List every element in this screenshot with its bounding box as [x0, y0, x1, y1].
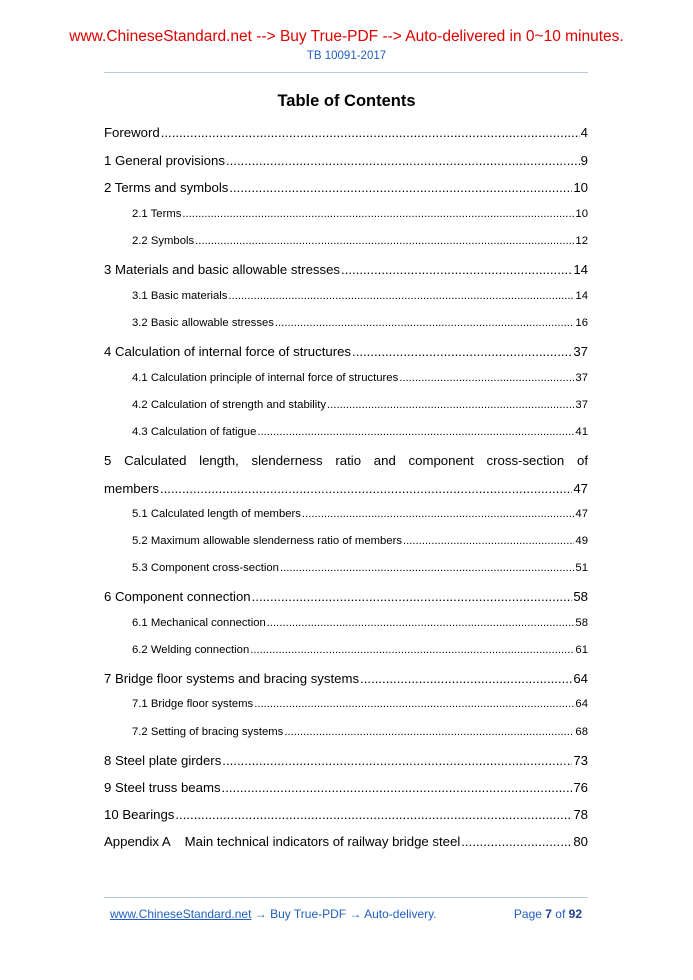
leader-dots [222, 753, 572, 768]
toc-entry-section-5-2[interactable] [132, 535, 588, 547]
toc-entry-section-2-1[interactable] [132, 208, 588, 220]
standard-code: TB 10091-2017 [306, 50, 387, 62]
toc-entry-page: 47 [575, 508, 588, 520]
toc-entry-page: 12 [575, 235, 588, 247]
leader-dots [228, 290, 574, 302]
total-pages: 92 [568, 907, 582, 921]
toc-entry-chapter-2[interactable] [104, 180, 588, 195]
toc-entry-page: 47 [573, 481, 588, 496]
page-of: of [551, 907, 569, 921]
toc-entry-section-5-3[interactable] [132, 562, 588, 574]
toc-word: length, [199, 453, 239, 468]
footer-site-link[interactable]: www.ChineseStandard.net [110, 907, 252, 921]
toc-entry-section-3-1[interactable] [132, 290, 588, 302]
leader-dots [352, 344, 572, 359]
toc-entry-chapter-10[interactable] [104, 807, 588, 822]
leader-dots [195, 235, 574, 247]
leader-dots [302, 508, 575, 520]
toc-entry-chapter-4[interactable] [104, 344, 588, 359]
toc-entry-page: 58 [573, 589, 588, 604]
toc-entry-label: 10 Bearings [104, 807, 175, 822]
toc-entry-section-7-2[interactable] [132, 726, 588, 738]
toc-entry-chapter-1[interactable] [104, 153, 588, 168]
toc-entry-page: 14 [575, 290, 588, 302]
toc-entry-label: 4 Calculation of internal force of structures [104, 344, 352, 359]
footer-buy-text: → Buy True-PDF → Auto-delivery. [251, 907, 437, 921]
toc-entry-section-6-1[interactable] [132, 617, 588, 629]
header-divider [104, 72, 588, 73]
leader-dots [267, 617, 575, 629]
toc-entry-label: 7 Bridge floor systems and bracing systems [104, 671, 360, 686]
toc-entry-label: 2 Terms and symbols [104, 180, 229, 195]
leader-dots [360, 671, 572, 686]
toc-entry-label: Foreword [104, 125, 160, 140]
toc-entry-page: 41 [575, 426, 588, 438]
toc-entry-label: 4.1 Calculation principle of internal force of structures [132, 372, 399, 384]
toc-entry-chapter-9[interactable] [104, 780, 588, 795]
toc-entry-label: 1 General provisions [104, 153, 225, 168]
toc-entry-page: 51 [575, 562, 588, 574]
toc-entry-page: 80 [573, 834, 588, 849]
toc-entry-chapter-5-line-2[interactable] [104, 481, 588, 496]
toc-word: component [408, 453, 474, 468]
leader-dots [252, 589, 573, 604]
toc-word: and [373, 453, 396, 468]
toc-entry-page: 4 [580, 125, 588, 140]
toc-entry-page: 64 [575, 698, 588, 710]
toc-entry-section-4-2[interactable] [132, 399, 588, 411]
leader-dots [341, 262, 572, 277]
toc-word: of [576, 453, 588, 468]
leader-dots [461, 834, 572, 849]
leader-dots [160, 481, 572, 496]
toc-entry-label: 4.2 Calculation of strength and stability [132, 399, 327, 411]
toc-entry-label: 2.1 Terms [132, 208, 182, 220]
toc-entry-label: 3.2 Basic allowable stresses [132, 317, 274, 329]
toc-entry-page: 76 [573, 780, 588, 795]
toc-entry-label: 3 Materials and basic allowable stresses [104, 262, 341, 277]
toc-entry-appendix-a[interactable] [104, 834, 588, 849]
toc-word: Calculated [124, 453, 187, 468]
toc-entry-page: 37 [573, 344, 588, 359]
toc-entry-section-3-2[interactable] [132, 317, 588, 329]
footer-divider [104, 897, 588, 898]
page-indicator [514, 907, 582, 921]
toc-entry-page: 58 [575, 617, 588, 629]
promo-banner[interactable]: www.ChineseStandard.net --> Buy True-PDF --> Auto-delivered in 0~10 minutes. [69, 28, 624, 45]
toc-entry-page: 37 [575, 399, 588, 411]
toc-entry-label: 7.1 Bridge floor systems [132, 698, 254, 710]
toc-word: cross-section [486, 453, 565, 468]
toc-entry-label: 2.2 Symbols [132, 235, 195, 247]
leader-dots [257, 426, 574, 438]
toc-entry-section-6-2[interactable] [132, 644, 588, 656]
toc-entry-page: 10 [575, 208, 588, 220]
toc-entry-chapter-5-line-1[interactable] [104, 453, 588, 468]
toc-entry-label: 6 Component connection [104, 589, 251, 604]
toc-entry-label: 5.3 Component cross-section [132, 562, 279, 574]
toc-entry-section-2-2[interactable] [132, 235, 588, 247]
toc-entry-label: 9 Steel truss beams [104, 780, 221, 795]
toc-entry-page: 49 [575, 535, 588, 547]
toc-entry-label: 5.1 Calculated length of members [132, 508, 301, 520]
leader-dots [284, 726, 574, 738]
toc-word: ratio [335, 453, 362, 468]
leader-dots [250, 644, 574, 656]
leader-dots [280, 562, 574, 574]
toc-entry-page: 14 [573, 262, 588, 277]
toc-entry-page: 9 [580, 153, 588, 168]
toc-entry-page: 16 [575, 317, 588, 329]
toc-entry-label: 6.2 Welding connection [132, 644, 250, 656]
footer-link[interactable] [110, 907, 437, 921]
toc-word: slenderness [251, 453, 323, 468]
toc-entry-page: 61 [575, 644, 588, 656]
leader-dots [175, 807, 572, 822]
toc-entry-label: members [104, 481, 159, 496]
page-footer [110, 907, 582, 921]
toc-entry-page: 64 [573, 671, 588, 686]
toc-entry-section-7-1[interactable] [132, 698, 588, 710]
toc-entry-label: 5.2 Maximum allowable slenderness ratio of members [132, 535, 402, 547]
toc-entry-page: 10 [573, 180, 588, 195]
toc-entry-foreword[interactable] [104, 125, 588, 140]
toc-entry-label: 7.2 Setting of bracing systems [132, 726, 284, 738]
leader-dots [161, 125, 580, 140]
toc-entry-section-4-1[interactable] [132, 372, 588, 384]
leader-dots [254, 698, 574, 710]
leader-dots [226, 153, 580, 168]
toc-entry-section-4-3[interactable] [132, 426, 588, 438]
leader-dots [327, 399, 574, 411]
toc-entry-label: Appendix A Main technical indicators of railway bridge steel [104, 834, 461, 849]
toc-word: 5 [104, 453, 112, 468]
current-page: 7 [545, 907, 552, 921]
toc-entry-chapter-8[interactable] [104, 753, 588, 768]
toc-entry-label: 8 Steel plate girders [104, 753, 222, 768]
toc-entry-label: 3.1 Basic materials [132, 290, 228, 302]
leader-dots [399, 372, 574, 384]
leader-dots [182, 208, 574, 220]
toc-entry-page: 37 [575, 372, 588, 384]
toc-entry-page: 73 [573, 753, 588, 768]
leader-dots [275, 317, 575, 329]
page-prefix: Page [513, 907, 546, 921]
leader-dots [229, 180, 572, 195]
toc-entry-label: 4.3 Calculation of fatigue [132, 426, 257, 438]
toc-entry-chapter-6[interactable] [104, 589, 588, 604]
toc-entry-chapter-3[interactable] [104, 262, 588, 277]
toc-entry-section-5-1[interactable] [132, 508, 588, 520]
toc-entry-label: 6.1 Mechanical connection [132, 617, 266, 629]
toc-title: Table of Contents [277, 92, 416, 110]
toc-entry-chapter-7[interactable] [104, 671, 588, 686]
leader-dots [403, 535, 574, 547]
toc-entry-page: 68 [575, 726, 588, 738]
leader-dots [222, 780, 573, 795]
toc-entry-page: 78 [573, 807, 588, 822]
